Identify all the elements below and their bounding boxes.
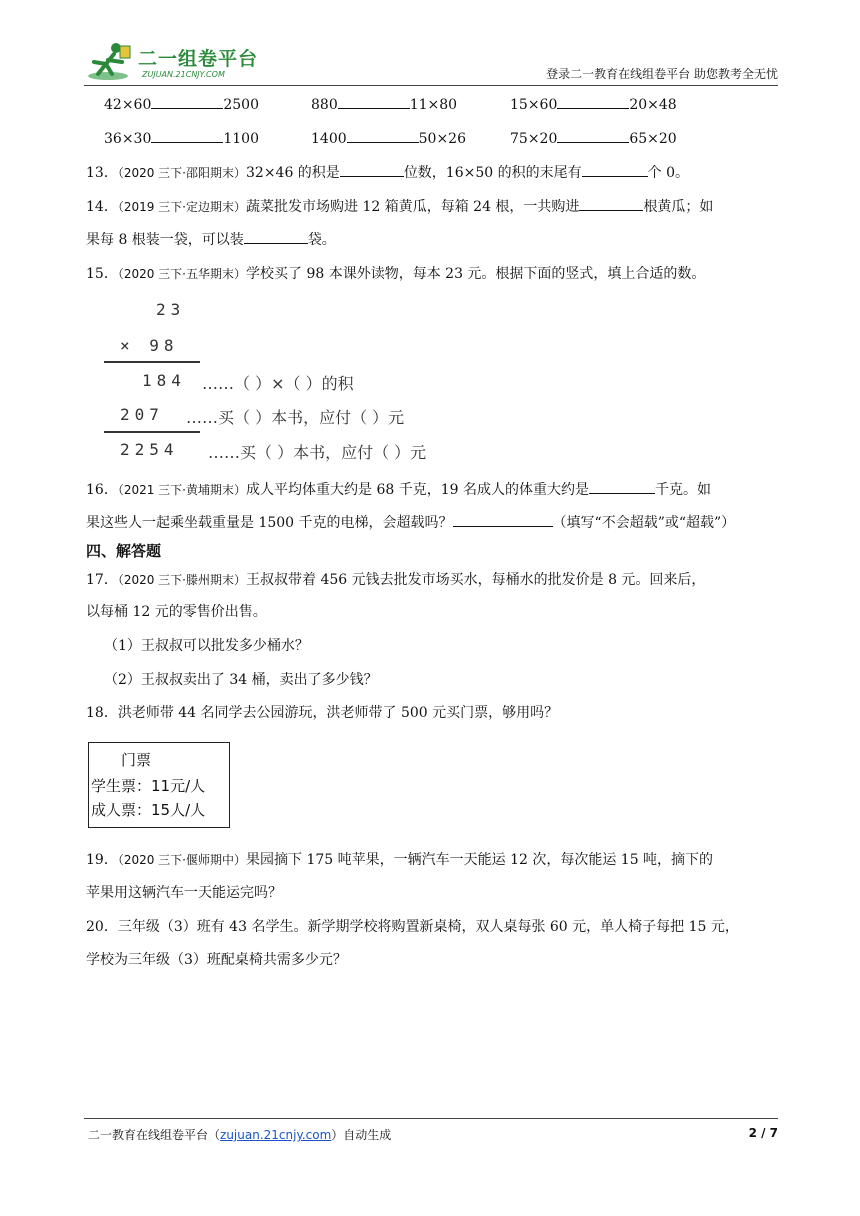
calc-rule — [104, 361, 200, 363]
question-16 — [86, 479, 711, 500]
answer-blank[interactable] — [453, 512, 553, 527]
question-text: 果这些人一起乘坐载重量是 1500 千克的电梯，会超载吗？ — [86, 515, 453, 531]
ticket-price-box — [88, 742, 230, 828]
question-20-cont: 学校为三年级（3）班配桌椅共需多少元？ — [86, 952, 347, 968]
question-14 — [86, 196, 713, 217]
compare-right: 50×26 — [418, 131, 466, 147]
question-text: 果园摘下 175 吨苹果，一辆汽车一天能运 12 次，每次能运 15 吨，摘下的 — [246, 852, 714, 868]
compare-right: 1100 — [223, 131, 259, 147]
question-number: 17． — [86, 572, 118, 588]
answer-blank[interactable] — [582, 162, 648, 177]
calc-partial-1: 184 — [142, 371, 186, 390]
calc-rule — [104, 431, 200, 433]
question-text: 洪老师带 44 名同学去公园游玩，洪老师带了 500 元买门票，够用吗？ — [117, 705, 559, 721]
question-text: 个 0。 — [647, 165, 689, 181]
footer-text: 二一教育在线组卷平台（ — [88, 1128, 221, 1142]
compare-left: 36×30 — [104, 131, 152, 147]
site-logo[interactable] — [86, 40, 286, 84]
question-source-tag: （2020 三下·偃师期中） — [117, 853, 246, 867]
question-text: 学校买了 98 本课外读物，每本 23 元。根据下面的竖式，填上合适的数。 — [246, 266, 706, 282]
compare-left: 75×20 — [510, 131, 558, 147]
footer-divider — [84, 1118, 778, 1119]
question-text: 果每 8 根装一袋，可以装 — [86, 232, 244, 248]
question-source-tag: （2020 三下·滕州期末） — [117, 573, 246, 587]
page-number: 2 / 7 — [748, 1126, 778, 1140]
question-15 — [86, 264, 705, 284]
calc-partial-1-note: ……（ ）×（ ）的积 — [202, 374, 354, 393]
runner-logo-icon — [86, 40, 136, 84]
compare-right: 20×48 — [629, 97, 677, 113]
logo-name: 二一组卷平台 — [138, 48, 259, 70]
question-text: （填写“不会超载”或“超载”） — [552, 515, 736, 531]
compare-left: 42×60 — [104, 97, 152, 113]
question-19-cont: 苹果用这辆汽车一天能运完吗？ — [86, 885, 282, 901]
question-19 — [86, 850, 713, 870]
question-text: 位数，16×50 的积的末尾有 — [403, 165, 582, 181]
calc-multiplicand: 23 — [156, 300, 186, 319]
compare-right: 2500 — [223, 97, 259, 113]
question-number: 20． — [86, 919, 118, 935]
question-17-cont: 以每桶 12 元的零售价出售。 — [86, 604, 267, 620]
calc-multiplier: × 98 — [120, 336, 179, 355]
question-number: 16． — [86, 482, 118, 498]
calc-total-note: ……买（ ）本书，应付（ ）元 — [208, 443, 427, 462]
question-number: 18． — [86, 705, 118, 721]
answer-blank[interactable] — [151, 94, 223, 109]
question-text: 三年级（3）班有 43 名学生。新学期学校将购置新桌椅，双人桌每张 60 元，单人椅子每把 15 元， — [117, 919, 739, 935]
ticket-adult-price: 成人票：15人/人 — [91, 801, 206, 819]
question-16-cont — [86, 512, 735, 533]
compare-left: 1400 — [311, 131, 347, 147]
footer-text: ）自动生成 — [331, 1128, 392, 1142]
question-source-tag: （2020 三下·五华期末） — [117, 267, 246, 281]
sub-question-2: （2）王叔叔卖出了 34 桶，卖出了多少钱？ — [104, 672, 378, 688]
compare-left: 880 — [311, 97, 338, 113]
answer-blank[interactable] — [340, 162, 404, 177]
question-17 — [86, 570, 705, 590]
question-text: 千克。如 — [654, 482, 711, 498]
question-text: 根黄瓜；如 — [643, 199, 714, 215]
question-number: 14． — [86, 199, 118, 215]
answer-blank[interactable] — [338, 94, 410, 109]
question-number: 13． — [86, 165, 118, 181]
calc-total: 2254 — [120, 440, 179, 459]
question-source-tag: （2021 三下·黄埔期末） — [117, 483, 246, 497]
question-number: 15． — [86, 266, 118, 282]
calc-partial-2: 207 — [120, 405, 164, 424]
answer-blank[interactable] — [347, 128, 419, 143]
question-text: 成人平均体重大约是 68 千克，19 名成人的体重大约是 — [246, 482, 589, 498]
calc-partial-2-note: ……买（ ）本书，应付（ ）元 — [186, 408, 405, 427]
sub-question-1: （1）王叔叔可以批发多少桶水？ — [104, 638, 309, 654]
compare-right: 65×20 — [629, 131, 677, 147]
footer-link[interactable]: zujuan.21cnjy.com — [220, 1128, 332, 1142]
answer-blank[interactable] — [557, 128, 629, 143]
question-text: 蔬菜批发市场购进 12 箱黄瓜，每箱 24 根，一共购进 — [246, 199, 580, 215]
question-source-tag: （2019 三下·定边期末） — [117, 200, 246, 214]
question-text: 袋。 — [307, 232, 336, 248]
answer-blank[interactable] — [579, 196, 643, 211]
question-source-tag: （2020 三下·邵阳期末） — [117, 166, 246, 180]
question-20 — [86, 917, 739, 937]
question-text: 32×46 的积是 — [246, 165, 340, 181]
question-text: 王叔叔带着 456 元钱去批发市场买水，每桶水的批发价是 8 元。回来后， — [246, 572, 706, 588]
header-slogan: 登录二一教育在线组卷平台 助您教考全无忧 — [546, 67, 778, 81]
ticket-title: 门票 — [121, 751, 152, 769]
ticket-student-price: 学生票：11元/人 — [91, 777, 206, 795]
compare-right: 11×80 — [409, 97, 458, 113]
footer-credit — [88, 1126, 391, 1143]
section-title: 四、解答题 — [86, 542, 162, 560]
logo-url: ZUJUAN.21CNJY.COM — [142, 70, 225, 79]
answer-blank[interactable] — [151, 128, 223, 143]
question-14-cont — [86, 229, 336, 250]
answer-blank[interactable] — [557, 94, 629, 109]
question-13 — [86, 162, 689, 183]
compare-left: 15×60 — [510, 97, 558, 113]
answer-blank[interactable] — [589, 479, 655, 494]
answer-blank[interactable] — [244, 229, 308, 244]
question-18 — [86, 703, 558, 723]
question-number: 19． — [86, 852, 118, 868]
header-divider — [84, 85, 778, 86]
